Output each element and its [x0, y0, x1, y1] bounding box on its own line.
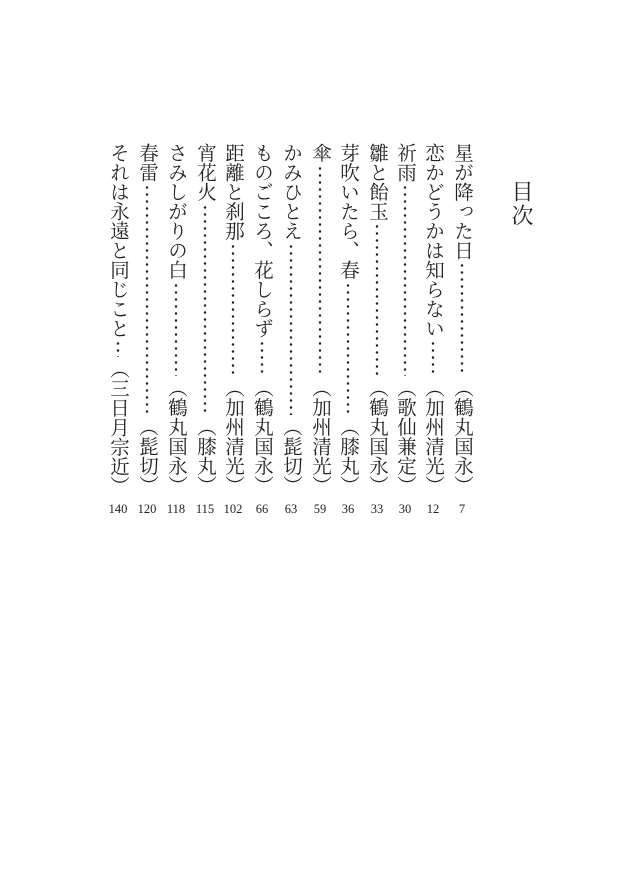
entry-page-number: 30	[398, 502, 412, 516]
entry-title: さみしがりの白	[165, 143, 188, 280]
entry-page-number: 115	[195, 502, 215, 516]
toc-entry[interactable]	[104, 143, 132, 495]
toc-entry[interactable]	[334, 143, 362, 495]
entry-title: それは永遠と同じこと	[107, 143, 130, 338]
entry-author: （加州清光）	[222, 378, 245, 495]
entry-page-number: 36	[341, 502, 355, 516]
dot-leader	[289, 243, 293, 416]
entry-title: 恋かどうかは知らない	[422, 143, 445, 338]
entry-author: （膝丸）	[337, 417, 360, 495]
entry-author: （三日月宗近）	[107, 358, 130, 495]
entry-page-number: 118	[166, 502, 186, 516]
entry-author: （鶴丸国永）	[251, 378, 274, 495]
dot-leader	[460, 262, 464, 376]
entry-page-number: 140	[108, 502, 128, 516]
toc-entry[interactable]	[448, 143, 476, 495]
toc-entry[interactable]	[277, 143, 305, 495]
dot-leader	[431, 340, 435, 376]
entry-title: ものごころ、花しらず	[251, 143, 274, 338]
dot-leader	[318, 165, 322, 377]
dot-leader	[375, 223, 379, 376]
entry-page-number: 120	[137, 502, 157, 516]
entry-page-number: 7	[458, 502, 466, 516]
toc-entry[interactable]	[191, 143, 219, 495]
toc-entry[interactable]	[248, 143, 276, 495]
toc-entry[interactable]	[363, 143, 391, 495]
entry-page-number: 102	[223, 502, 243, 516]
dot-leader	[203, 204, 207, 416]
entry-page-number: 63	[284, 502, 298, 516]
entry-title: かみひとえ	[280, 143, 303, 241]
dot-leader	[403, 184, 407, 376]
entry-author: （髭切）	[280, 417, 303, 495]
toc-heading: 目次	[508, 180, 533, 228]
toc-entry[interactable]	[391, 143, 419, 495]
dot-leader	[260, 340, 264, 376]
toc-entry[interactable]	[306, 143, 334, 495]
entry-page-number: 12	[426, 502, 440, 516]
entry-title: 春雷	[136, 143, 159, 182]
entry-author: （鶴丸国永）	[165, 378, 188, 495]
entry-title: 宵花火	[194, 143, 217, 202]
entry-title: 祈雨	[394, 143, 417, 182]
dot-leader	[346, 282, 350, 416]
entry-author: （歌仙兼定）	[394, 378, 417, 495]
entry-page-number: 59	[313, 502, 327, 516]
entry-author: （加州清光）	[422, 378, 445, 495]
dot-leader	[116, 340, 120, 357]
entry-author: （鶴丸国永）	[451, 378, 474, 495]
entry-title: 芽吹いたら、春	[337, 143, 360, 280]
entry-title: 雛と飴玉	[366, 143, 389, 221]
toc-entry[interactable]	[162, 143, 190, 495]
entry-author: （鶴丸国永）	[366, 378, 389, 495]
entry-author: （膝丸）	[194, 417, 217, 495]
toc-entry[interactable]	[219, 143, 247, 495]
dot-leader	[231, 243, 235, 377]
entry-title: 傘	[309, 143, 332, 163]
toc-entry[interactable]	[133, 143, 161, 495]
entry-page-number: 33	[370, 502, 384, 516]
entry-title: 距離と刹那	[222, 143, 245, 241]
toc-entry[interactable]	[419, 143, 447, 495]
dot-leader	[174, 282, 178, 377]
entry-title: 星が降った日	[451, 143, 474, 260]
dot-leader	[145, 184, 149, 415]
entry-page-number: 66	[255, 502, 269, 516]
entry-author: （加州清光）	[309, 378, 332, 495]
entry-author: （髭切）	[136, 417, 159, 495]
